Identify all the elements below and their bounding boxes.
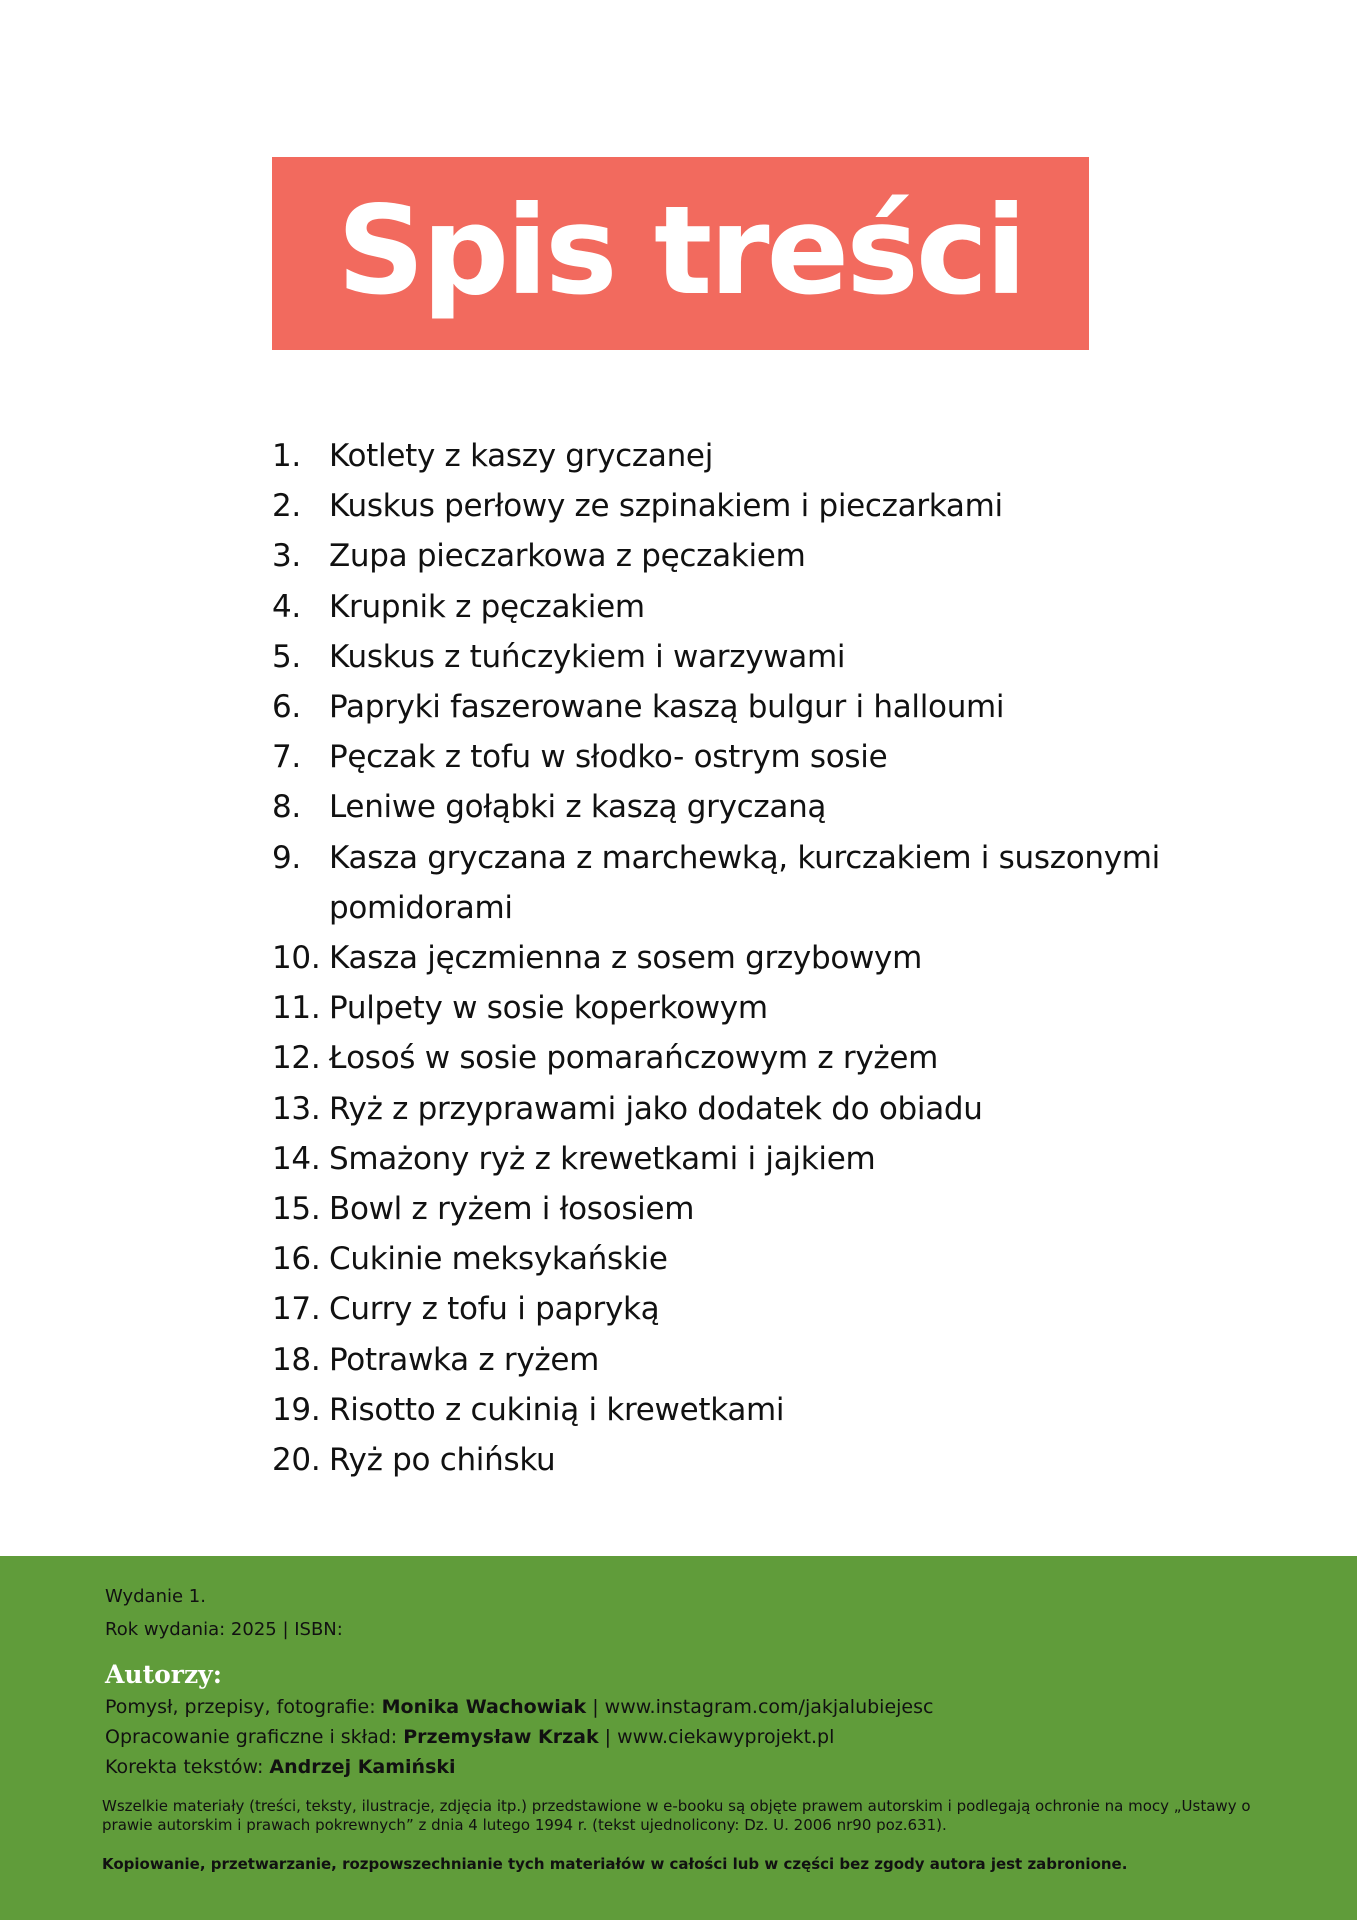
toc-item — [272, 1134, 1212, 1184]
toc-item — [272, 531, 1212, 581]
toc-item — [272, 732, 1212, 782]
toc-item-title: Cukinie meksykańskie — [329, 1241, 668, 1278]
toc-item — [272, 782, 1212, 832]
toc-item — [272, 1284, 1212, 1334]
toc-item-title: Kotlety z kaszy gryczanej — [329, 438, 714, 474]
toc-item-number: 18. — [272, 1341, 321, 1378]
toc-item-title: Zupa pieczarkowa z pęczakiem — [329, 538, 806, 575]
toc-item-number: 11. — [272, 990, 321, 1027]
year-isbn-info: Rok wydania: 2025 | ISBN: — [105, 1619, 343, 1640]
toc-item-title: Łosoś w sosie pomarańczowym z ryżem — [329, 1040, 939, 1077]
toc-item — [272, 481, 1212, 531]
credit-label: Korekta tekstów: — [105, 1756, 270, 1778]
toc-item-number: 16. — [272, 1241, 321, 1278]
credit-link[interactable]: | www.instagram.com/jakjalubiejesc — [586, 1696, 934, 1718]
toc-item-number: 9. — [272, 839, 301, 876]
toc-item-number: 15. — [272, 1191, 321, 1228]
toc-item-title: Smażony ryż z krewetkami i jajkiem — [329, 1140, 876, 1177]
toc-item-number: 6. — [272, 689, 301, 726]
toc-item — [272, 983, 1212, 1033]
toc-item-number: 10. — [272, 940, 321, 977]
authors-heading: Autorzy: — [105, 1660, 222, 1689]
toc-item-number: 19. — [272, 1391, 321, 1428]
toc-item — [272, 632, 1212, 682]
toc-item — [272, 1435, 1212, 1485]
toc-item — [272, 933, 1212, 983]
credit-link[interactable]: | www.ciekawyprojekt.pl — [598, 1726, 835, 1748]
toc-item — [272, 833, 1212, 933]
toc-item-number: 14. — [272, 1140, 321, 1177]
credit-line — [105, 1756, 456, 1778]
toc-item-title: Bowl z ryżem i łososiem — [329, 1191, 695, 1228]
title-banner — [272, 157, 1089, 350]
toc-item-title: Ryż z przyprawami jako dodatek do obiadu — [329, 1090, 983, 1127]
toc-item-number: 4. — [272, 588, 301, 625]
toc-item-number: 3. — [272, 538, 301, 575]
toc-item — [272, 582, 1212, 632]
credit-line — [105, 1726, 834, 1748]
credit-name: Przemysław Krzak — [403, 1726, 599, 1748]
toc-item-title: Curry z tofu i papryką — [329, 1291, 660, 1328]
copy-prohibition-notice: Kopiowanie, przetwarzanie, rozpowszechnianie tych materiałów w całości lub w części bez zgody autora jest zabronione. — [102, 1855, 1128, 1873]
toc-item — [272, 1184, 1212, 1234]
toc-item-title: Kuskus z tuńczykiem i warzywami — [329, 638, 846, 675]
toc-item-title: Leniwe gołąbki z kaszą gryczaną — [329, 789, 827, 826]
toc-item-title: Kuskus perłowy ze szpinakiem i pieczarkami — [329, 488, 1003, 525]
toc-item-title: Kasza gryczana z marchewką, kurczakiem i suszonymi pomidorami — [329, 839, 1160, 926]
toc-item-number: 12. — [272, 1040, 321, 1077]
toc-item-number: 17. — [272, 1291, 321, 1328]
page-title: Spis treści — [336, 179, 1025, 322]
edition-info: Wydanie 1. — [105, 1586, 206, 1607]
toc-item — [272, 1084, 1212, 1134]
toc-item-number: 8. — [272, 789, 301, 826]
toc-item-title: Krupnik z pęczakiem — [329, 588, 645, 625]
toc-item — [272, 682, 1212, 732]
toc-item — [272, 431, 1212, 481]
toc-item — [272, 1335, 1212, 1385]
toc-item-number: 5. — [272, 638, 301, 675]
credit-line — [105, 1696, 933, 1718]
copyright-legal-notice: Wszelkie materiały (treści, teksty, ilustracje, zdjęcia itp.) przedstawione w e-booku są objęte prawem autorskim i podlegają ochronie na mocy „Ustawy o prawie autorskim i prawach pokrewnych” z dnia 4 lutego 1994 r. (tekst ujednolicony: Dz. U. 2006 nr90 poz.631). — [102, 1797, 1251, 1834]
toc-item-title: Ryż po chińsku — [329, 1442, 556, 1479]
toc-item — [272, 1385, 1212, 1435]
credit-label: Opracowanie graficzne i skład: — [105, 1726, 404, 1748]
credit-label: Pomysł, przepisy, fotografie: — [105, 1696, 382, 1718]
toc-item-number: 13. — [272, 1090, 321, 1127]
toc-item-number: 20. — [272, 1442, 321, 1479]
toc-item-title: Kasza jęczmienna z sosem grzybowym — [329, 940, 922, 977]
toc-item-title: Risotto z cukinią i krewetkami — [329, 1391, 785, 1428]
toc-item-number: 1. — [272, 438, 301, 474]
toc-item-number: 7. — [272, 739, 301, 776]
toc-item-title: Potrawka z ryżem — [329, 1341, 600, 1378]
toc-item — [272, 1234, 1212, 1284]
toc-item — [272, 1033, 1212, 1083]
table-of-contents — [272, 431, 1212, 1485]
credit-name: Andrzej Kamiński — [269, 1756, 456, 1778]
credit-name: Monika Wachowiak — [381, 1696, 587, 1718]
toc-item-title: Pęczak z tofu w słodko- ostrym sosie — [329, 739, 888, 776]
toc-item-title: Papryki faszerowane kaszą bulgur i halloumi — [329, 689, 1005, 726]
toc-item-number: 2. — [272, 488, 301, 525]
toc-item-title: Pulpety w sosie koperkowym — [329, 990, 768, 1027]
